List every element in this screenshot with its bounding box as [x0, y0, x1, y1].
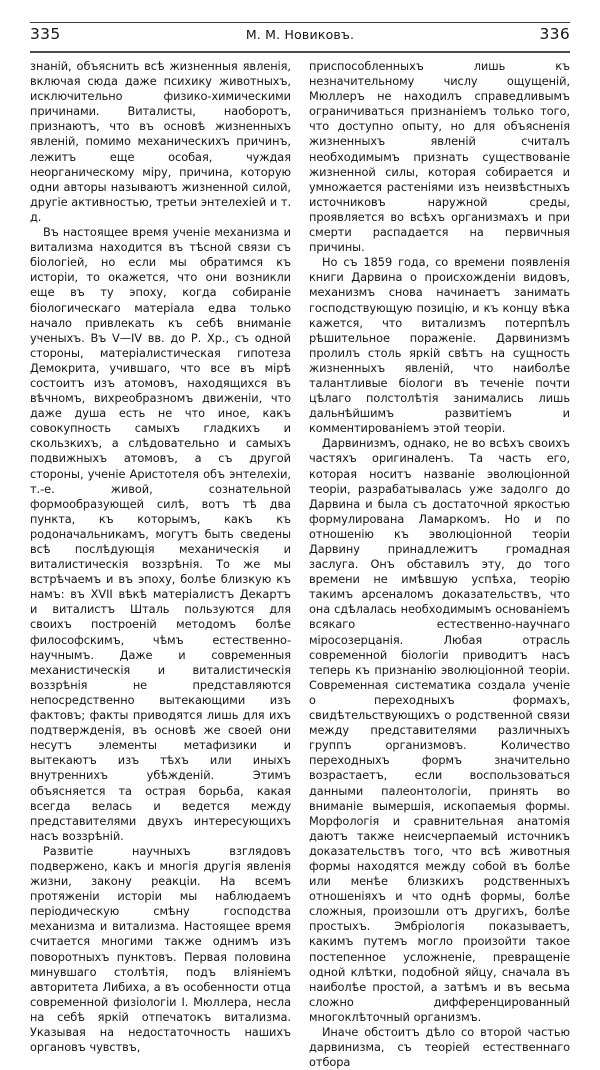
running-head — [30, 22, 570, 54]
paragraph: Иначе обстоитъ дѣло со второй частью дарвинизма, съ теоріей естественнаго отбора — [309, 1025, 570, 1070]
paragraph: Развитіе научныхъ взглядовъ подвержено, какъ и многія другія явленія жизни, закону реакціи. На всемъ протяженіи исторіи мы наблюдаемъ періодическую смѣну господства механизма и витализма. Настоящее время считается многими также однимъ изъ поворотныхъ пунктовъ. Первая половина минувшаго столѣтія, подъ вліяніемъ авторитета Либиха, а въ особенности отца современной физіологіи I. Мюллера, несла на себѣ яркій отпечатокъ витализма. Указывая на недостаточность нашихъ органовъ чувствъ, — [30, 843, 291, 1055]
header-rule-bottom — [30, 51, 570, 53]
header-row — [30, 25, 570, 43]
text-column-left — [30, 59, 291, 1070]
paragraph: знаній, объяснить всѣ жизненныя явленія, включая сюда даже психику животныхъ, исключительно физико-химическими причинами. Виталисты, наоборотъ, признаютъ, что въ основѣ жизненныхъ явленій, помимо механическихъ причинъ, лежитъ еще особая, чуждая неорганическому міру, причина, которую одни авторы называютъ жизненной силой, другіе активностью, третьи энтелехіей и т. д. — [30, 59, 292, 224]
text-column-right — [309, 59, 570, 1070]
paragraph: Но съ 1859 года, со времени появленія книги Дарвина о происхожденіи видовъ, механизмъ снова начинаетъ занимать господствующую позицію, и къ концу вѣка кажется, что витализмъ потерпѣлъ рѣшительное пораженіе. Дарвинизмъ пролилъ столь яркій свѣтъ на сущность жизненныхъ явленій, что наиболѣе талантливые біологи въ теченіе почти цѣлаго полстолѣтія занимались лишь дальнѣйшимъ развитіемъ и комментированіемъ этой теоріи. — [309, 255, 570, 436]
paragraph: приспособленныхъ лишь къ незначительному числу ощущеній, Мюллеръ не находилъ справедливымъ ограничиваться признаніемъ только того, что доступно опыту, но для объясненія жизненныхъ явленій считалъ необходимымъ признать существованіе жизненной силы, которая собирается и умножается растеніями изъ неизвѣстныхъ источниковъ наружной среды, проявляется во всѣхъ организмахъ и при смерти распадается на первичныя причины. — [309, 59, 570, 255]
body-columns — [30, 59, 570, 1070]
paragraph: Въ настоящее время ученіе механизма и витализма находится въ тѣсной связи съ біологіей, но если мы обратимся къ исторіи, то окажется, что они возникли еще въ ту эпоху, когда собираніе біологическаго матеріала едва только начало привлекать къ себѣ вниманіе ученыхъ. Въ V—IV вв. до Р. Хр., съ одной стороны, матеріалистическая гипотеза Демокрита, учившаго, что все въ мірѣ состоитъ изъ атомовъ, находящихся въ вѣчномъ, вихреобразномъ движеніи, что даже душа есть не что иное, какъ совокупность самыхъ гладкихъ и скользкихъ, а слѣдовательно и самыхъ подвижныхъ атомовъ, а съ другой стороны, ученіе Аристотеля объ энтелехіи, т.-е. живой, сознательной формообразующей силѣ, вотъ тѣ два пункта, къ которымъ, какъ къ родоначальникамъ, могутъ быть сведены всѣ послѣдующія механическія и виталистическія воззрѣнія. То же мы встрѣчаемъ и въ эпоху, болѣе близкую къ намъ: въ XVII вѣкѣ матеріалистъ Декартъ и виталистъ Шталь пользуются для своихъ построеній методомъ болѣе философскимъ, чѣмъ естественно-научнымъ. Даже и современныя механистическія и виталистическія воззрѣнія не представляются непосредственно вытекающими изъ фактовъ; факты приводятся лишь для ихъ подтвержденія, въ основѣ же своей они несутъ элементы метафизики и вытекаютъ изъ тѣхъ или иныхъ внутреннихъ убѣжденій. Этимъ объясняется та острая борьба, какая всегда велась и ведется между представителями двухъ интересующихъ насъ воззрѣній. — [30, 225, 291, 843]
running-title: М. М. Новиковъ. — [245, 27, 355, 42]
paragraph: Дарвинизмъ, однако, не во всѣхъ своихъ частяхъ оригиналенъ. Та часть его, которая носитъ названіе эволюціонной теоріи, разрабатывалась уже задолго до Дарвина и была съ достаточной яркостью формулирована Ламаркомъ. Но и по отношенію къ эволюціонной теоріи Дарвину принадлежитъ громадная заслуга. Онъ обставилъ эту, до того времени не имѣвшую успѣха, теорію такимъ арсеналомъ доказательствъ, что она сдѣлалась необходимымъ основаніемъ всякаго естественно-научнаго міросозерцанія. Любая отрасль современной біологіи приводитъ насъ теперь къ признанію эволюціонной теоріи. Современная систематика создала ученіе о переходныхъ формахъ, свидѣтельствующихъ о родственной связи между представителями различныхъ группъ организмовъ. Количество переходныхъ формъ значительно возрастаетъ, если воспользоваться данными палеонтологіи, принять во вниманіе вымершія, ископаемыя формы. Морфологія и сравнительная анатомія даютъ также неисчерпаемый источникъ доказательствъ того, что всѣ животныя формы находятся между собой въ болѣе или менѣе близкихъ родственныхъ отношеніяхъ и что однѣ формы, болѣе сложныя, произошли отъ другихъ, болѣе простыхъ. Эмбріологія показываетъ, какимъ путемъ могло произойти такое постепенное усложненіе, превращеніе одной клѣтки, подобной яйцу, сначала въ наиболѣе простой, а затѣмъ и въ весьма сложно дифференцированный многоклѣточный организмъ. — [309, 436, 570, 1024]
page-number-right: 336 — [539, 25, 570, 43]
header-rule-top — [30, 22, 570, 23]
page-number-left: 335 — [30, 25, 61, 43]
